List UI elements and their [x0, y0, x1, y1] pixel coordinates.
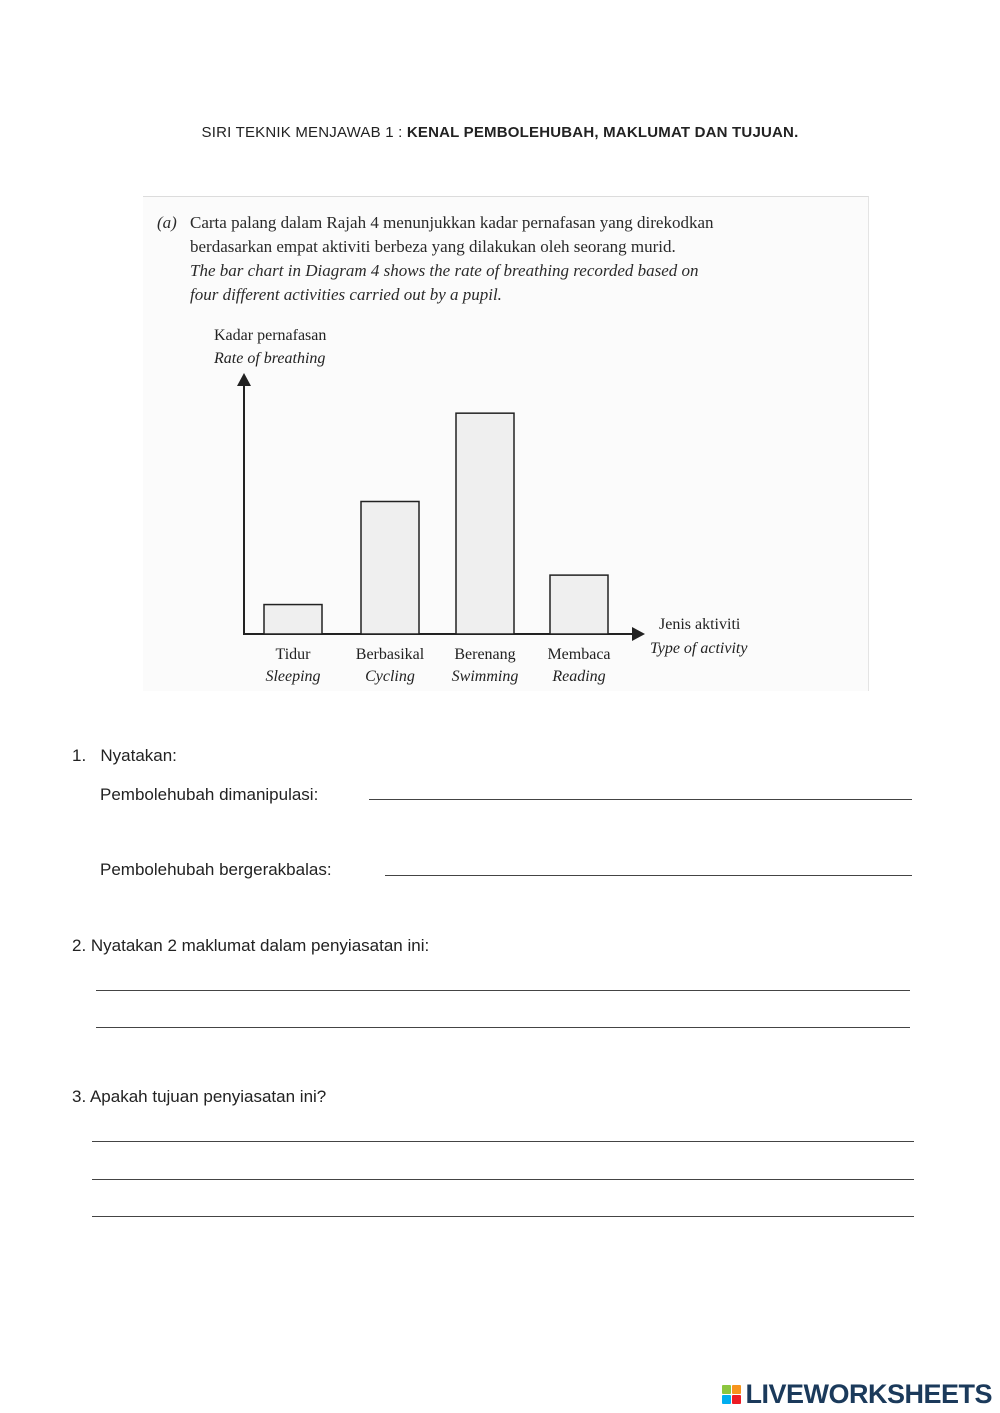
english-description-1: The bar chart in Diagram 4 shows the rate of breathing recorded based on	[190, 261, 699, 280]
x-tick-label: Membaca	[547, 646, 611, 663]
aim-answer-line-1[interactable]	[92, 1141, 914, 1142]
page-header	[0, 124, 1000, 141]
aim-answer-line-3[interactable]	[92, 1216, 914, 1217]
x-axis-arrow	[632, 627, 645, 641]
question-1-text: Nyatakan:	[100, 746, 177, 765]
responding-variable-answer-line[interactable]	[385, 875, 912, 876]
x-tick-label: Berenang	[454, 646, 516, 663]
header-prefix: SIRI TEKNIK MENJAWAB 1 :	[201, 124, 407, 141]
bar-membaca	[550, 575, 608, 634]
question-3-text: 3. Apakah tujuan penyiasatan ini?	[72, 1087, 327, 1106]
x-tick-label-en: Swimming	[451, 668, 519, 685]
question-1-number: 1.	[72, 746, 87, 765]
logo-icon	[722, 1385, 741, 1404]
x-tick-label-en: Reading	[552, 668, 606, 685]
x-ticks-group	[265, 646, 610, 685]
question-2	[72, 936, 429, 956]
bars-group	[264, 413, 608, 634]
x-tick-label: Berbasikal	[355, 646, 425, 663]
y-axis-label-en: Rate of breathing	[214, 350, 326, 367]
bar-chart	[143, 197, 868, 691]
question-1	[72, 746, 177, 766]
question-2-text: 2. Nyatakan 2 maklumat dalam penyiasatan ini:	[72, 936, 430, 955]
english-description-2: four different activities carried out by a pupil.	[190, 285, 502, 304]
info-answer-line-2[interactable]	[96, 1027, 910, 1028]
info-answer-line-1[interactable]	[96, 990, 910, 991]
x-axis-label-en: Type of activity	[650, 640, 748, 657]
question-label: (a)	[157, 213, 177, 232]
question-1a	[100, 785, 318, 805]
liveworksheets-logo	[722, 1378, 992, 1410]
question-3	[72, 1087, 326, 1107]
y-axis-label: Kadar pernafasan	[214, 327, 327, 344]
bar-berenang	[456, 413, 514, 634]
bar-berbasikal	[361, 502, 419, 635]
question-1b	[100, 860, 332, 880]
header-title: KENAL PEMBOLEHUBAH, MAKLUMAT DAN TUJUAN.	[406, 124, 799, 141]
x-axis-label: Jenis aktiviti	[659, 616, 741, 633]
malay-description-1: Carta palang dalam Rajah 4 menunjukkan kadar pernafasan yang direkodkan	[190, 213, 714, 232]
manipulated-variable-label: Pembolehubah dimanipulasi:	[100, 785, 319, 804]
x-tick-label-en: Cycling	[365, 668, 415, 685]
malay-description-2: berdasarkan empat aktiviti berbeza yang dilakukan oleh seorang murid.	[190, 237, 676, 256]
y-axis-arrow	[237, 373, 251, 386]
manipulated-variable-answer-line[interactable]	[369, 799, 912, 800]
question-figure	[143, 196, 869, 691]
bar-tidur	[264, 605, 322, 634]
x-tick-label: Tidur	[275, 646, 311, 663]
x-tick-label-en: Sleeping	[265, 668, 321, 685]
responding-variable-label: Pembolehubah bergerakbalas:	[100, 860, 332, 879]
aim-answer-line-2[interactable]	[92, 1179, 914, 1180]
logo-text: LIVEWORKSHEETS	[745, 1378, 992, 1409]
